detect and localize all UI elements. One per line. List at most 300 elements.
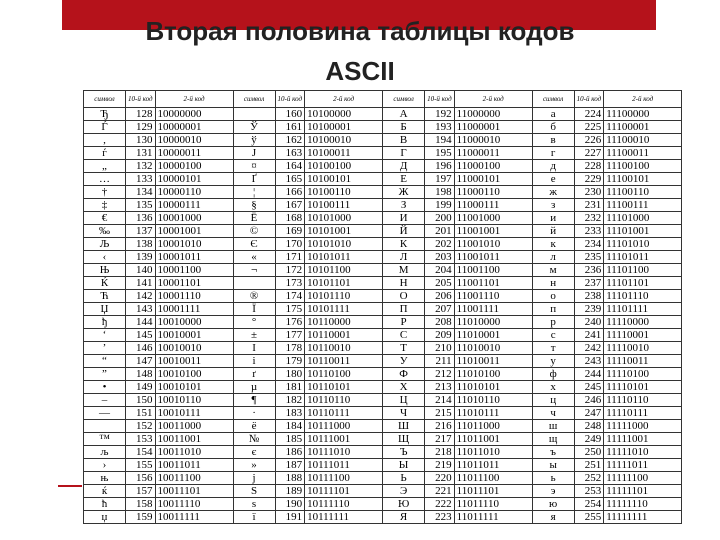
decimal-code-cell: 170 bbox=[275, 238, 305, 251]
binary-code-cell: 11101111 bbox=[604, 303, 682, 316]
decimal-code-cell: 190 bbox=[275, 498, 305, 511]
symbol-cell: и bbox=[532, 212, 574, 225]
decimal-code-cell: 185 bbox=[275, 433, 305, 446]
binary-code-cell: 11100110 bbox=[604, 186, 682, 199]
symbol-cell: И bbox=[383, 212, 425, 225]
decimal-code-cell: 133 bbox=[126, 173, 156, 186]
binary-code-cell: 11110100 bbox=[604, 368, 682, 381]
symbol-cell: § bbox=[233, 199, 275, 212]
symbol-cell: Ќ bbox=[84, 277, 126, 290]
symbol-cell: џ bbox=[84, 511, 126, 524]
decimal-code-cell: 250 bbox=[574, 446, 604, 459]
decimal-code-cell: 247 bbox=[574, 407, 604, 420]
symbol-cell: Ы bbox=[383, 459, 425, 472]
binary-code-cell: 10010101 bbox=[155, 381, 233, 394]
binary-code-cell: 10001010 bbox=[155, 238, 233, 251]
symbol-cell: Є bbox=[233, 238, 275, 251]
decimal-code-cell: 195 bbox=[425, 147, 455, 160]
symbol-cell: Ў bbox=[233, 121, 275, 134]
binary-code-cell: 11001100 bbox=[454, 264, 532, 277]
binary-code-cell: 11110011 bbox=[604, 355, 682, 368]
symbol-cell: є bbox=[233, 446, 275, 459]
decimal-code-cell: 135 bbox=[126, 199, 156, 212]
symbol-cell: с bbox=[532, 329, 574, 342]
symbol-cell: м bbox=[532, 264, 574, 277]
table-row bbox=[84, 251, 682, 264]
binary-code-cell: 10100111 bbox=[305, 199, 383, 212]
binary-code-cell: 10111000 bbox=[305, 420, 383, 433]
binary-code-cell: 11100001 bbox=[604, 121, 682, 134]
binary-code-cell: 11010010 bbox=[454, 342, 532, 355]
symbol-cell: Ћ bbox=[84, 290, 126, 303]
decimal-code-cell: 136 bbox=[126, 212, 156, 225]
binary-code-cell: 11101011 bbox=[604, 251, 682, 264]
binary-code-cell: 11111100 bbox=[604, 472, 682, 485]
binary-code-cell: 10100101 bbox=[305, 173, 383, 186]
symbol-cell: ї bbox=[233, 511, 275, 524]
header-bin-code: 2-й код bbox=[155, 91, 233, 108]
symbol-cell: Џ bbox=[84, 303, 126, 316]
symbol-cell: в bbox=[532, 134, 574, 147]
decimal-code-cell: 238 bbox=[574, 290, 604, 303]
binary-code-cell: 11001010 bbox=[454, 238, 532, 251]
decimal-code-cell: 219 bbox=[425, 459, 455, 472]
decimal-code-cell: 214 bbox=[425, 394, 455, 407]
symbol-cell: п bbox=[532, 303, 574, 316]
decimal-code-cell: 211 bbox=[425, 355, 455, 368]
binary-code-cell: 11011010 bbox=[454, 446, 532, 459]
binary-code-cell: 11111000 bbox=[604, 420, 682, 433]
symbol-cell: · bbox=[233, 407, 275, 420]
symbol-cell: Ѓ bbox=[84, 121, 126, 134]
symbol-cell: ’ bbox=[84, 342, 126, 355]
decimal-code-cell: 198 bbox=[425, 186, 455, 199]
decimal-code-cell: 168 bbox=[275, 212, 305, 225]
binary-code-cell: 10110110 bbox=[305, 394, 383, 407]
symbol-cell: ь bbox=[532, 472, 574, 485]
table-row bbox=[84, 108, 682, 121]
decimal-code-cell: 208 bbox=[425, 316, 455, 329]
symbol-cell: о bbox=[532, 290, 574, 303]
symbol-cell: ± bbox=[233, 329, 275, 342]
binary-code-cell: 11111110 bbox=[604, 498, 682, 511]
binary-code-cell: 10011000 bbox=[155, 420, 233, 433]
symbol-cell: “ bbox=[84, 355, 126, 368]
symbol-cell: ќ bbox=[84, 485, 126, 498]
decimal-code-cell: 249 bbox=[574, 433, 604, 446]
decimal-code-cell: 187 bbox=[275, 459, 305, 472]
symbol-cell: ў bbox=[233, 134, 275, 147]
header-symbol: символ bbox=[233, 91, 275, 108]
decimal-code-cell: 189 bbox=[275, 485, 305, 498]
binary-code-cell: 11101000 bbox=[604, 212, 682, 225]
symbol-cell: Ю bbox=[383, 498, 425, 511]
decimal-code-cell: 178 bbox=[275, 342, 305, 355]
symbol-cell: ѕ bbox=[233, 498, 275, 511]
binary-code-cell: 11011101 bbox=[454, 485, 532, 498]
symbol-cell: Ґ bbox=[233, 173, 275, 186]
binary-code-cell: 10011011 bbox=[155, 459, 233, 472]
symbol-cell: њ bbox=[84, 472, 126, 485]
decimal-code-cell: 252 bbox=[574, 472, 604, 485]
decimal-code-cell: 183 bbox=[275, 407, 305, 420]
binary-code-cell: 11111010 bbox=[604, 446, 682, 459]
symbol-cell: Д bbox=[383, 160, 425, 173]
binary-code-cell: 10011010 bbox=[155, 446, 233, 459]
decimal-code-cell: 207 bbox=[425, 303, 455, 316]
table-body bbox=[84, 108, 682, 524]
table-row bbox=[84, 303, 682, 316]
decimal-code-cell: 175 bbox=[275, 303, 305, 316]
symbol-cell: ¤ bbox=[233, 160, 275, 173]
binary-code-cell: 10110100 bbox=[305, 368, 383, 381]
symbol-cell: Ч bbox=[383, 407, 425, 420]
decimal-code-cell: 181 bbox=[275, 381, 305, 394]
decimal-code-cell: 177 bbox=[275, 329, 305, 342]
ascii-table bbox=[83, 90, 682, 524]
table-header-row bbox=[84, 91, 682, 108]
symbol-cell: ј bbox=[233, 472, 275, 485]
header-dec-code: 10-й код bbox=[275, 91, 305, 108]
symbol-cell: ђ bbox=[84, 316, 126, 329]
decimal-code-cell: 193 bbox=[425, 121, 455, 134]
symbol-cell: Ц bbox=[383, 394, 425, 407]
symbol-cell: Н bbox=[383, 277, 425, 290]
decimal-code-cell: 166 bbox=[275, 186, 305, 199]
table-row bbox=[84, 160, 682, 173]
symbol-cell: „ bbox=[84, 160, 126, 173]
symbol-cell: К bbox=[383, 238, 425, 251]
binary-code-cell: 11000001 bbox=[454, 121, 532, 134]
binary-code-cell: 11010111 bbox=[454, 407, 532, 420]
binary-code-cell: 11001110 bbox=[454, 290, 532, 303]
binary-code-cell: 11111001 bbox=[604, 433, 682, 446]
decimal-code-cell: 131 bbox=[126, 147, 156, 160]
decimal-code-cell: 220 bbox=[425, 472, 455, 485]
decimal-code-cell: 253 bbox=[574, 485, 604, 498]
binary-code-cell: 10000001 bbox=[155, 121, 233, 134]
decimal-code-cell: 162 bbox=[275, 134, 305, 147]
binary-code-cell: 11010001 bbox=[454, 329, 532, 342]
binary-code-cell: 10001011 bbox=[155, 251, 233, 264]
decimal-code-cell: 150 bbox=[126, 394, 156, 407]
symbol-cell: ‹ bbox=[84, 251, 126, 264]
symbol-cell: ж bbox=[532, 186, 574, 199]
symbol-cell: › bbox=[84, 459, 126, 472]
symbol-cell bbox=[84, 420, 126, 433]
symbol-cell: Т bbox=[383, 342, 425, 355]
binary-code-cell: 11010000 bbox=[454, 316, 532, 329]
binary-code-cell: 11111101 bbox=[604, 485, 682, 498]
binary-code-cell: 11110101 bbox=[604, 381, 682, 394]
table-row bbox=[84, 368, 682, 381]
symbol-cell: Й bbox=[383, 225, 425, 238]
binary-code-cell: 10110010 bbox=[305, 342, 383, 355]
symbol-cell: з bbox=[532, 199, 574, 212]
decimal-code-cell: 184 bbox=[275, 420, 305, 433]
decimal-code-cell: 159 bbox=[126, 511, 156, 524]
table-row bbox=[84, 485, 682, 498]
header-bin-code: 2-й код bbox=[305, 91, 383, 108]
decimal-code-cell: 196 bbox=[425, 160, 455, 173]
symbol-cell: у bbox=[532, 355, 574, 368]
binary-code-cell: 10101111 bbox=[305, 303, 383, 316]
binary-code-cell: 10111110 bbox=[305, 498, 383, 511]
decimal-code-cell: 188 bbox=[275, 472, 305, 485]
symbol-cell: ° bbox=[233, 316, 275, 329]
decimal-code-cell: 143 bbox=[126, 303, 156, 316]
binary-code-cell: 11000101 bbox=[454, 173, 532, 186]
slide-title: Вторая половина таблицы кодов bbox=[145, 16, 575, 46]
decimal-code-cell: 212 bbox=[425, 368, 455, 381]
symbol-cell: Б bbox=[383, 121, 425, 134]
table-row bbox=[84, 121, 682, 134]
symbol-cell: д bbox=[532, 160, 574, 173]
symbol-cell: П bbox=[383, 303, 425, 316]
decimal-code-cell: 156 bbox=[126, 472, 156, 485]
binary-code-cell: 10101011 bbox=[305, 251, 383, 264]
table-row bbox=[84, 199, 682, 212]
decimal-code-cell: 201 bbox=[425, 225, 455, 238]
binary-code-cell: 11001011 bbox=[454, 251, 532, 264]
symbol-cell bbox=[233, 108, 275, 121]
symbol-cell: ф bbox=[532, 368, 574, 381]
decimal-code-cell: 229 bbox=[574, 173, 604, 186]
binary-code-cell: 11010100 bbox=[454, 368, 532, 381]
symbol-cell: ћ bbox=[84, 498, 126, 511]
decimal-code-cell: 234 bbox=[574, 238, 604, 251]
table-row bbox=[84, 472, 682, 485]
symbol-cell: А bbox=[383, 108, 425, 121]
binary-code-cell: 11001001 bbox=[454, 225, 532, 238]
decimal-code-cell: 186 bbox=[275, 446, 305, 459]
binary-code-cell: 10101101 bbox=[305, 277, 383, 290]
table-row bbox=[84, 134, 682, 147]
decimal-code-cell: 152 bbox=[126, 420, 156, 433]
symbol-cell: Ш bbox=[383, 420, 425, 433]
symbol-cell: ‡ bbox=[84, 199, 126, 212]
binary-code-cell: 11010011 bbox=[454, 355, 532, 368]
binary-code-cell: 10101100 bbox=[305, 264, 383, 277]
decimal-code-cell: 209 bbox=[425, 329, 455, 342]
decimal-code-cell: 153 bbox=[126, 433, 156, 446]
symbol-cell: ш bbox=[532, 420, 574, 433]
decimal-code-cell: 130 bbox=[126, 134, 156, 147]
symbol-cell: Я bbox=[383, 511, 425, 524]
table-row bbox=[84, 186, 682, 199]
header-dec-code: 10-й код bbox=[126, 91, 156, 108]
binary-code-cell: 10111011 bbox=[305, 459, 383, 472]
decimal-code-cell: 145 bbox=[126, 329, 156, 342]
left-accent-line bbox=[58, 485, 82, 487]
header-symbol: символ bbox=[84, 91, 126, 108]
binary-code-cell: 10001100 bbox=[155, 264, 233, 277]
table-row bbox=[84, 420, 682, 433]
symbol-cell: Ђ bbox=[84, 108, 126, 121]
symbol-cell: і bbox=[233, 355, 275, 368]
symbol-cell: ѓ bbox=[84, 147, 126, 160]
binary-code-cell: 11101100 bbox=[604, 264, 682, 277]
symbol-cell: Г bbox=[383, 147, 425, 160]
table-row bbox=[84, 342, 682, 355]
binary-code-cell: 11111111 bbox=[604, 511, 682, 524]
binary-code-cell: 10101110 bbox=[305, 290, 383, 303]
table-row bbox=[84, 459, 682, 472]
binary-code-cell: 10110000 bbox=[305, 316, 383, 329]
decimal-code-cell: 233 bbox=[574, 225, 604, 238]
binary-code-cell: 10111001 bbox=[305, 433, 383, 446]
decimal-code-cell: 206 bbox=[425, 290, 455, 303]
decimal-code-cell: 142 bbox=[126, 290, 156, 303]
decimal-code-cell: 246 bbox=[574, 394, 604, 407]
decimal-code-cell: 215 bbox=[425, 407, 455, 420]
binary-code-cell: 11110110 bbox=[604, 394, 682, 407]
table-row bbox=[84, 290, 682, 303]
decimal-code-cell: 242 bbox=[574, 342, 604, 355]
binary-code-cell: 11011001 bbox=[454, 433, 532, 446]
binary-code-cell: 10101001 bbox=[305, 225, 383, 238]
table-row bbox=[84, 355, 682, 368]
decimal-code-cell: 191 bbox=[275, 511, 305, 524]
decimal-code-cell: 213 bbox=[425, 381, 455, 394]
decimal-code-cell: 239 bbox=[574, 303, 604, 316]
binary-code-cell: 10001000 bbox=[155, 212, 233, 225]
table-row bbox=[84, 394, 682, 407]
symbol-cell: С bbox=[383, 329, 425, 342]
symbol-cell: … bbox=[84, 173, 126, 186]
symbol-cell: В bbox=[383, 134, 425, 147]
symbol-cell: М bbox=[383, 264, 425, 277]
decimal-code-cell: 128 bbox=[126, 108, 156, 121]
decimal-code-cell: 241 bbox=[574, 329, 604, 342]
decimal-code-cell: 165 bbox=[275, 173, 305, 186]
decimal-code-cell: 199 bbox=[425, 199, 455, 212]
binary-code-cell: 10000011 bbox=[155, 147, 233, 160]
symbol-cell: – bbox=[84, 394, 126, 407]
binary-code-cell: 11001101 bbox=[454, 277, 532, 290]
decimal-code-cell: 155 bbox=[126, 459, 156, 472]
header-dec-code: 10-й код bbox=[574, 91, 604, 108]
binary-code-cell: 11100000 bbox=[604, 108, 682, 121]
decimal-code-cell: 158 bbox=[126, 498, 156, 511]
decimal-code-cell: 167 bbox=[275, 199, 305, 212]
binary-code-cell: 10100011 bbox=[305, 147, 383, 160]
decimal-code-cell: 216 bbox=[425, 420, 455, 433]
decimal-code-cell: 174 bbox=[275, 290, 305, 303]
table-row bbox=[84, 498, 682, 511]
binary-code-cell: 11011000 bbox=[454, 420, 532, 433]
decimal-code-cell: 243 bbox=[574, 355, 604, 368]
symbol-cell: Ѕ bbox=[233, 485, 275, 498]
binary-code-cell: 11101101 bbox=[604, 277, 682, 290]
symbol-cell: У bbox=[383, 355, 425, 368]
binary-code-cell: 10000100 bbox=[155, 160, 233, 173]
binary-code-cell: 10111010 bbox=[305, 446, 383, 459]
symbol-cell: µ bbox=[233, 381, 275, 394]
decimal-code-cell: 203 bbox=[425, 251, 455, 264]
decimal-code-cell: 200 bbox=[425, 212, 455, 225]
symbol-cell: — bbox=[84, 407, 126, 420]
symbol-cell: ¬ bbox=[233, 264, 275, 277]
binary-code-cell: 10000101 bbox=[155, 173, 233, 186]
decimal-code-cell: 134 bbox=[126, 186, 156, 199]
binary-code-cell: 11111011 bbox=[604, 459, 682, 472]
binary-code-cell: 11110111 bbox=[604, 407, 682, 420]
symbol-cell: Ї bbox=[233, 303, 275, 316]
decimal-code-cell: 227 bbox=[574, 147, 604, 160]
decimal-code-cell: 223 bbox=[425, 511, 455, 524]
header-dec-code: 10-й код bbox=[425, 91, 455, 108]
binary-code-cell: 10100110 bbox=[305, 186, 383, 199]
symbol-cell: ю bbox=[532, 498, 574, 511]
binary-code-cell: 11110000 bbox=[604, 316, 682, 329]
binary-code-cell: 10000111 bbox=[155, 199, 233, 212]
symbol-cell: л bbox=[532, 251, 574, 264]
symbol-cell: Р bbox=[383, 316, 425, 329]
symbol-cell: Ф bbox=[383, 368, 425, 381]
symbol-cell: Ј bbox=[233, 147, 275, 160]
symbol-cell: щ bbox=[532, 433, 574, 446]
binary-code-cell: 10111111 bbox=[305, 511, 383, 524]
symbol-cell: н bbox=[532, 277, 574, 290]
binary-code-cell: 10110001 bbox=[305, 329, 383, 342]
decimal-code-cell: 225 bbox=[574, 121, 604, 134]
decimal-code-cell: 129 bbox=[126, 121, 156, 134]
binary-code-cell: 11110010 bbox=[604, 342, 682, 355]
decimal-code-cell: 221 bbox=[425, 485, 455, 498]
decimal-code-cell: 205 bbox=[425, 277, 455, 290]
decimal-code-cell: 202 bbox=[425, 238, 455, 251]
symbol-cell: • bbox=[84, 381, 126, 394]
decimal-code-cell: 192 bbox=[425, 108, 455, 121]
symbol-cell: Х bbox=[383, 381, 425, 394]
symbol-cell: © bbox=[233, 225, 275, 238]
symbol-cell: ё bbox=[233, 420, 275, 433]
decimal-code-cell: 235 bbox=[574, 251, 604, 264]
binary-code-cell: 10001110 bbox=[155, 290, 233, 303]
decimal-code-cell: 255 bbox=[574, 511, 604, 524]
symbol-cell: Ь bbox=[383, 472, 425, 485]
binary-code-cell: 11010110 bbox=[454, 394, 532, 407]
binary-code-cell: 11101110 bbox=[604, 290, 682, 303]
binary-code-cell: 11011111 bbox=[454, 511, 532, 524]
decimal-code-cell: 218 bbox=[425, 446, 455, 459]
binary-code-cell: 10110101 bbox=[305, 381, 383, 394]
decimal-code-cell: 169 bbox=[275, 225, 305, 238]
decimal-code-cell: 248 bbox=[574, 420, 604, 433]
binary-code-cell: 11010101 bbox=[454, 381, 532, 394]
binary-code-cell: 10111101 bbox=[305, 485, 383, 498]
decimal-code-cell: 230 bbox=[574, 186, 604, 199]
decimal-code-cell: 154 bbox=[126, 446, 156, 459]
binary-code-cell: 10011101 bbox=[155, 485, 233, 498]
symbol-cell bbox=[233, 277, 275, 290]
binary-code-cell: 11011110 bbox=[454, 498, 532, 511]
table-row bbox=[84, 329, 682, 342]
symbol-cell: ¶ bbox=[233, 394, 275, 407]
decimal-code-cell: 182 bbox=[275, 394, 305, 407]
binary-code-cell: 10101000 bbox=[305, 212, 383, 225]
symbol-cell: ¦ bbox=[233, 186, 275, 199]
decimal-code-cell: 176 bbox=[275, 316, 305, 329]
binary-code-cell: 11101010 bbox=[604, 238, 682, 251]
binary-code-cell: 11001000 bbox=[454, 212, 532, 225]
decimal-code-cell: 244 bbox=[574, 368, 604, 381]
binary-code-cell: 10010000 bbox=[155, 316, 233, 329]
table-row bbox=[84, 212, 682, 225]
decimal-code-cell: 144 bbox=[126, 316, 156, 329]
decimal-code-cell: 217 bbox=[425, 433, 455, 446]
